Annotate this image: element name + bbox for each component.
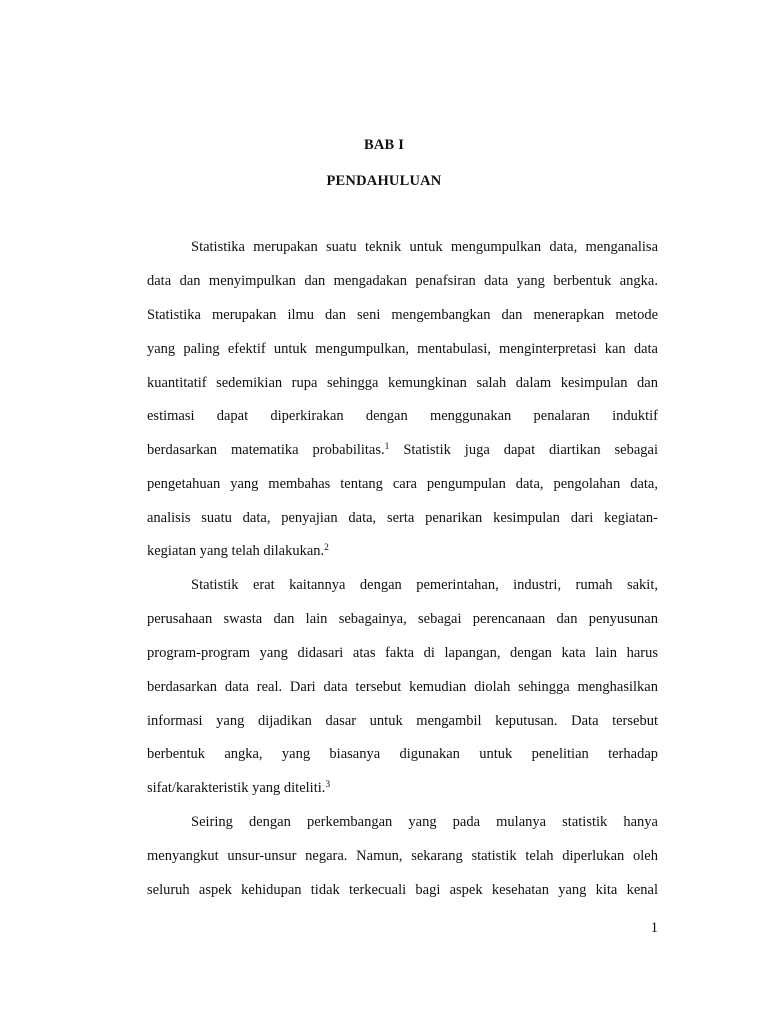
footnote-marker-2: 2 [324, 543, 329, 553]
text-line: Seiring dengan perkembangan yang pada mulanya statistik hanya [191, 814, 658, 830]
text-line: informasi yang dijadikan dasar untuk mengambil keputusan. Data tersebut [147, 713, 658, 729]
text-line-with-footnote [147, 440, 658, 460]
line-text: berdasarkan matematika probabilitas. [147, 442, 385, 458]
text-line: yang paling efektif untuk mengumpulkan, mentabulasi, menginterpretasi kan data [147, 341, 658, 357]
text-line: program-program yang didasari atas fakta di lapangan, dengan kata lain harus [147, 645, 658, 661]
line-text: sifat/karakteristik yang diteliti. [147, 780, 326, 796]
text-line: perusahaan swasta dan lain sebagainya, sebagai perencanaan dan penyusunan [147, 611, 658, 627]
text-line: berdasarkan data real. Dari data tersebut kemudian diolah sehingga menghasilkan [147, 679, 658, 695]
text-line: Statistika merupakan ilmu dan seni mengembangkan dan menerapkan metode [147, 307, 658, 323]
footnote-marker-1: 1 [384, 442, 390, 452]
text-line-with-footnote [147, 541, 658, 561]
text-line: pengetahuan yang membahas tentang cara pengumpulan data, pengolahan data, [147, 476, 658, 492]
line-text-after-footnote: Statistik juga dapat diartikan sebagai [389, 442, 658, 458]
chapter-label: BAB I [363, 137, 405, 153]
text-line: data dan menyimpulkan dan mengadakan penafsiran data yang berbentuk angka. [147, 273, 658, 289]
text-line: seluruh aspek kehidupan tidak terkecuali bagi aspek kesehatan yang kita kenal [147, 882, 658, 898]
text-line: menyangkut unsur-unsur negara. Namun, sekarang statistik telah diperlukan oleh [147, 848, 658, 864]
chapter-title: PENDAHULUAN [326, 173, 442, 189]
text-line: analisis suatu data, penyajian data, serta penarikan kesimpulan dari kegiatan- [147, 510, 658, 526]
text-line: estimasi dapat diperkirakan dengan menggunakan penalaran induktif [147, 408, 658, 424]
text-line-with-footnote [147, 778, 658, 798]
page-number: 1 [650, 920, 658, 936]
footnote-marker-3: 3 [325, 780, 331, 790]
text-line: Statistika merupakan suatu teknik untuk mengumpulkan data, menganalisa [191, 239, 658, 255]
text-line: berbentuk angka, yang biasanya digunakan untuk penelitian terhadap [147, 746, 658, 762]
text-line: Statistik erat kaitannya dengan pemerintahan, industri, rumah sakit, [191, 577, 658, 593]
line-text: kegiatan yang telah dilakukan. [147, 543, 325, 559]
text-line: kuantitatif sedemikian rupa sehingga kemungkinan salah dalam kesimpulan dan [147, 375, 658, 391]
